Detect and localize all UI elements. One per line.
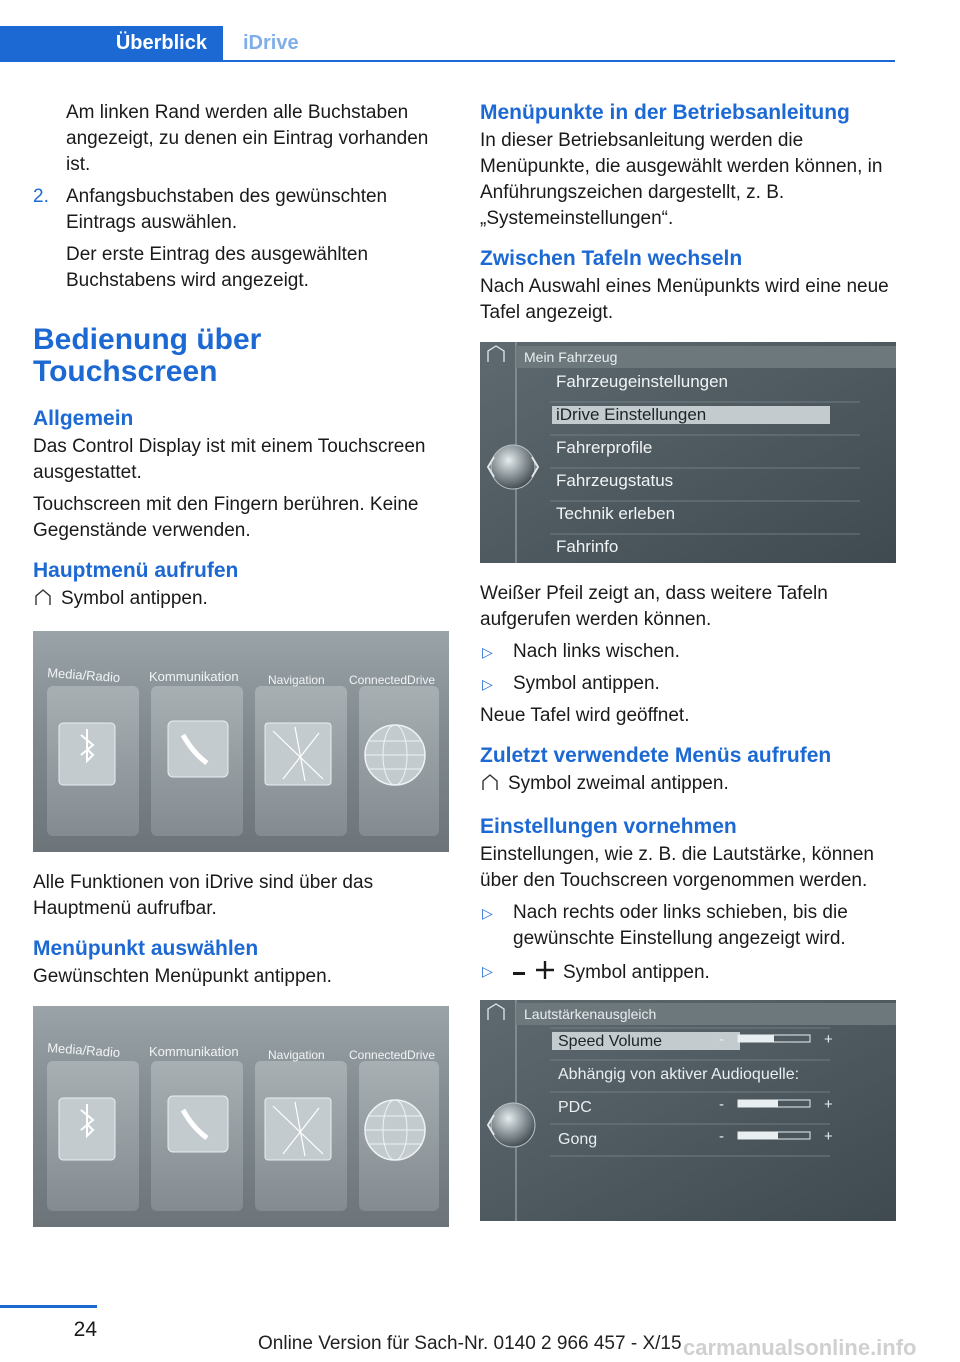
fahrzeug-item-5: Technik erleben bbox=[556, 504, 676, 523]
footer-accent-line bbox=[0, 1305, 97, 1308]
menu-label-navigation: Navigation bbox=[268, 673, 325, 687]
hauptmenu-instruction bbox=[33, 586, 449, 615]
menupunkte-heading: Menüpunkte in der Betriebsanleitung bbox=[480, 101, 850, 124]
menupunkt-auswaehlen-heading: Menüpunkt auswählen bbox=[33, 937, 259, 960]
online-version-text: Online Version für Sach-Nr. 0140 2 966 457 - X/15 bbox=[258, 1333, 682, 1354]
laut-speed-plus: + bbox=[824, 1031, 833, 1048]
hauptmenu-text: Symbol antippen. bbox=[61, 588, 208, 609]
fahrzeug-item-4: Fahrzeugstatus bbox=[556, 471, 674, 490]
right-column bbox=[480, 100, 896, 1239]
allgemein-heading: Allgemein bbox=[33, 407, 134, 430]
zuletzt-text: Symbol zweimal antippen. bbox=[508, 773, 729, 794]
section-title bbox=[33, 324, 449, 388]
menu-label-connecteddrive: ConnectedDrive bbox=[349, 673, 436, 687]
fahrzeug-item-2-selected: iDrive Einstellungen bbox=[556, 405, 707, 424]
home-icon bbox=[480, 772, 500, 800]
page-number: 24 bbox=[73, 1318, 97, 1341]
zuletzt-instruction bbox=[480, 771, 896, 800]
menupunkte-text: In dieser Betriebsanleitung werden die Menüpunkte, die ausgewählt werden können, in Anführungszeichen dargestellt, z. B. „Systemeinstellungen“. bbox=[480, 130, 883, 229]
laut-speed-volume: Speed Volume bbox=[558, 1033, 663, 1050]
step-2-result: Der erste Eintrag des ausgewählten Buchstabens wird angezeigt. bbox=[66, 244, 369, 291]
intro-text: Am linken Rand werden alle Buchstaben angezeigt, zu denen ein Eintrag vorhanden ist. bbox=[66, 102, 429, 175]
fahrzeug-header-text: Mein Fahrzeug bbox=[524, 349, 618, 365]
menupunkt-auswaehlen-text: Gewünschten Menüpunkt antippen. bbox=[33, 966, 332, 987]
step-2 bbox=[33, 184, 449, 236]
tafeln-heading: Zwischen Tafeln wechseln bbox=[480, 247, 743, 270]
menu-label-media-radio: Media/Radio bbox=[46, 665, 121, 686]
minus-icon bbox=[513, 958, 527, 984]
bullet-links-wischen-text: Nach links wischen. bbox=[513, 641, 680, 662]
fahrzeug-item-1: Fahrzeugeinstellungen bbox=[556, 372, 729, 391]
header-tabbar bbox=[0, 26, 895, 62]
bullet-plus-minus-text: Symbol antippen. bbox=[563, 962, 710, 983]
menu-label-connecteddrive-2: ConnectedDrive bbox=[349, 1048, 436, 1062]
hauptmenu-heading: Hauptmenü aufrufen bbox=[33, 559, 239, 582]
laut-gong: Gong bbox=[558, 1131, 598, 1148]
allgemein-paragraph-1: Das Control Display ist mit einem Touchscreen ausgestattet. bbox=[33, 436, 426, 483]
pfeil-text: Weißer Pfeil zeigt an, dass weitere Tafeln aufgerufen werden können. bbox=[480, 583, 828, 630]
allgemein-paragraph-2: Touchscreen mit den Fingern berühren. Keine Gegenstände verwenden. bbox=[33, 494, 419, 541]
bullet-triangle-icon: ▷ bbox=[482, 905, 493, 921]
laut-abhaengig: Abhängig von aktiver Audioquelle: bbox=[558, 1066, 800, 1083]
bullet-symbol-antippen-text: Symbol antippen. bbox=[513, 673, 660, 694]
neue-tafel-text: Neue Tafel wird geöffnet. bbox=[480, 705, 690, 726]
home-icon bbox=[33, 587, 53, 615]
einstellungen-heading: Einstellungen vornehmen bbox=[480, 815, 737, 838]
mein-fahrzeug-screenshot bbox=[480, 342, 896, 563]
plus-icon bbox=[535, 960, 555, 988]
step-2-number: 2. bbox=[33, 186, 49, 207]
bullet-symbol-antippen bbox=[480, 671, 896, 697]
fahrzeug-item-6: Fahrinfo bbox=[556, 537, 619, 556]
menu-label-kommunikation: Kommunikation bbox=[149, 669, 239, 684]
tab-ueberblick[interactable]: Überblick bbox=[0, 26, 223, 60]
menu-label-media-radio-2: Media/Radio bbox=[46, 1040, 121, 1061]
laut-pdc-plus: + bbox=[824, 1096, 833, 1113]
left-column bbox=[33, 100, 449, 1245]
main-menu-screenshot-1 bbox=[33, 631, 449, 852]
bullet-triangle-icon: ▷ bbox=[482, 676, 493, 692]
step-2-text: Anfangsbuchstaben des gewünschten Eintrags auswählen. bbox=[66, 186, 388, 233]
bullet-triangle-icon: ▷ bbox=[482, 963, 493, 979]
einstellungen-text: Einstellungen, wie z. B. die Lautstärke, können über den Touchscreen vorgenommen werden. bbox=[480, 844, 874, 891]
bullet-plus-minus bbox=[480, 958, 896, 988]
bullet-schieben-text: Nach rechts oder links schieben, bis die gewünschte Einstellung angezeigt wird. bbox=[513, 902, 848, 949]
watermark: carmanualsonline.info bbox=[683, 1335, 917, 1360]
laut-gong-plus: + bbox=[824, 1128, 833, 1145]
laut-gong-minus: - bbox=[719, 1128, 724, 1145]
main-menu-screenshot-2 bbox=[33, 1006, 449, 1227]
zuletzt-heading: Zuletzt verwendete Menüs aufrufen bbox=[480, 744, 832, 767]
section-title-line-2: Touchscreen bbox=[33, 355, 218, 388]
lautstaerkenausgleich-screenshot bbox=[480, 1000, 896, 1221]
laut-pdc: PDC bbox=[558, 1099, 592, 1116]
menu-label-navigation-2: Navigation bbox=[268, 1048, 325, 1062]
tab-idrive[interactable]: iDrive bbox=[243, 32, 299, 54]
tafeln-text: Nach Auswahl eines Menüpunkts wird eine neue Tafel angezeigt. bbox=[480, 276, 889, 323]
fahrzeug-item-3: Fahrerprofile bbox=[556, 438, 653, 457]
laut-header-text: Lautstärkenausgleich bbox=[524, 1006, 657, 1022]
laut-speed-minus: - bbox=[719, 1031, 724, 1048]
bullet-triangle-icon: ▷ bbox=[482, 644, 493, 660]
menu-label-kommunikation-2: Kommunikation bbox=[149, 1044, 239, 1059]
laut-pdc-minus: - bbox=[719, 1096, 724, 1113]
bullet-links-wischen bbox=[480, 639, 896, 665]
bullet-schieben bbox=[480, 900, 896, 952]
alle-funktionen-text: Alle Funktionen von iDrive sind über das Hauptmenü aufrufbar. bbox=[33, 872, 374, 919]
section-title-line-1: Bedienung über bbox=[33, 323, 262, 356]
